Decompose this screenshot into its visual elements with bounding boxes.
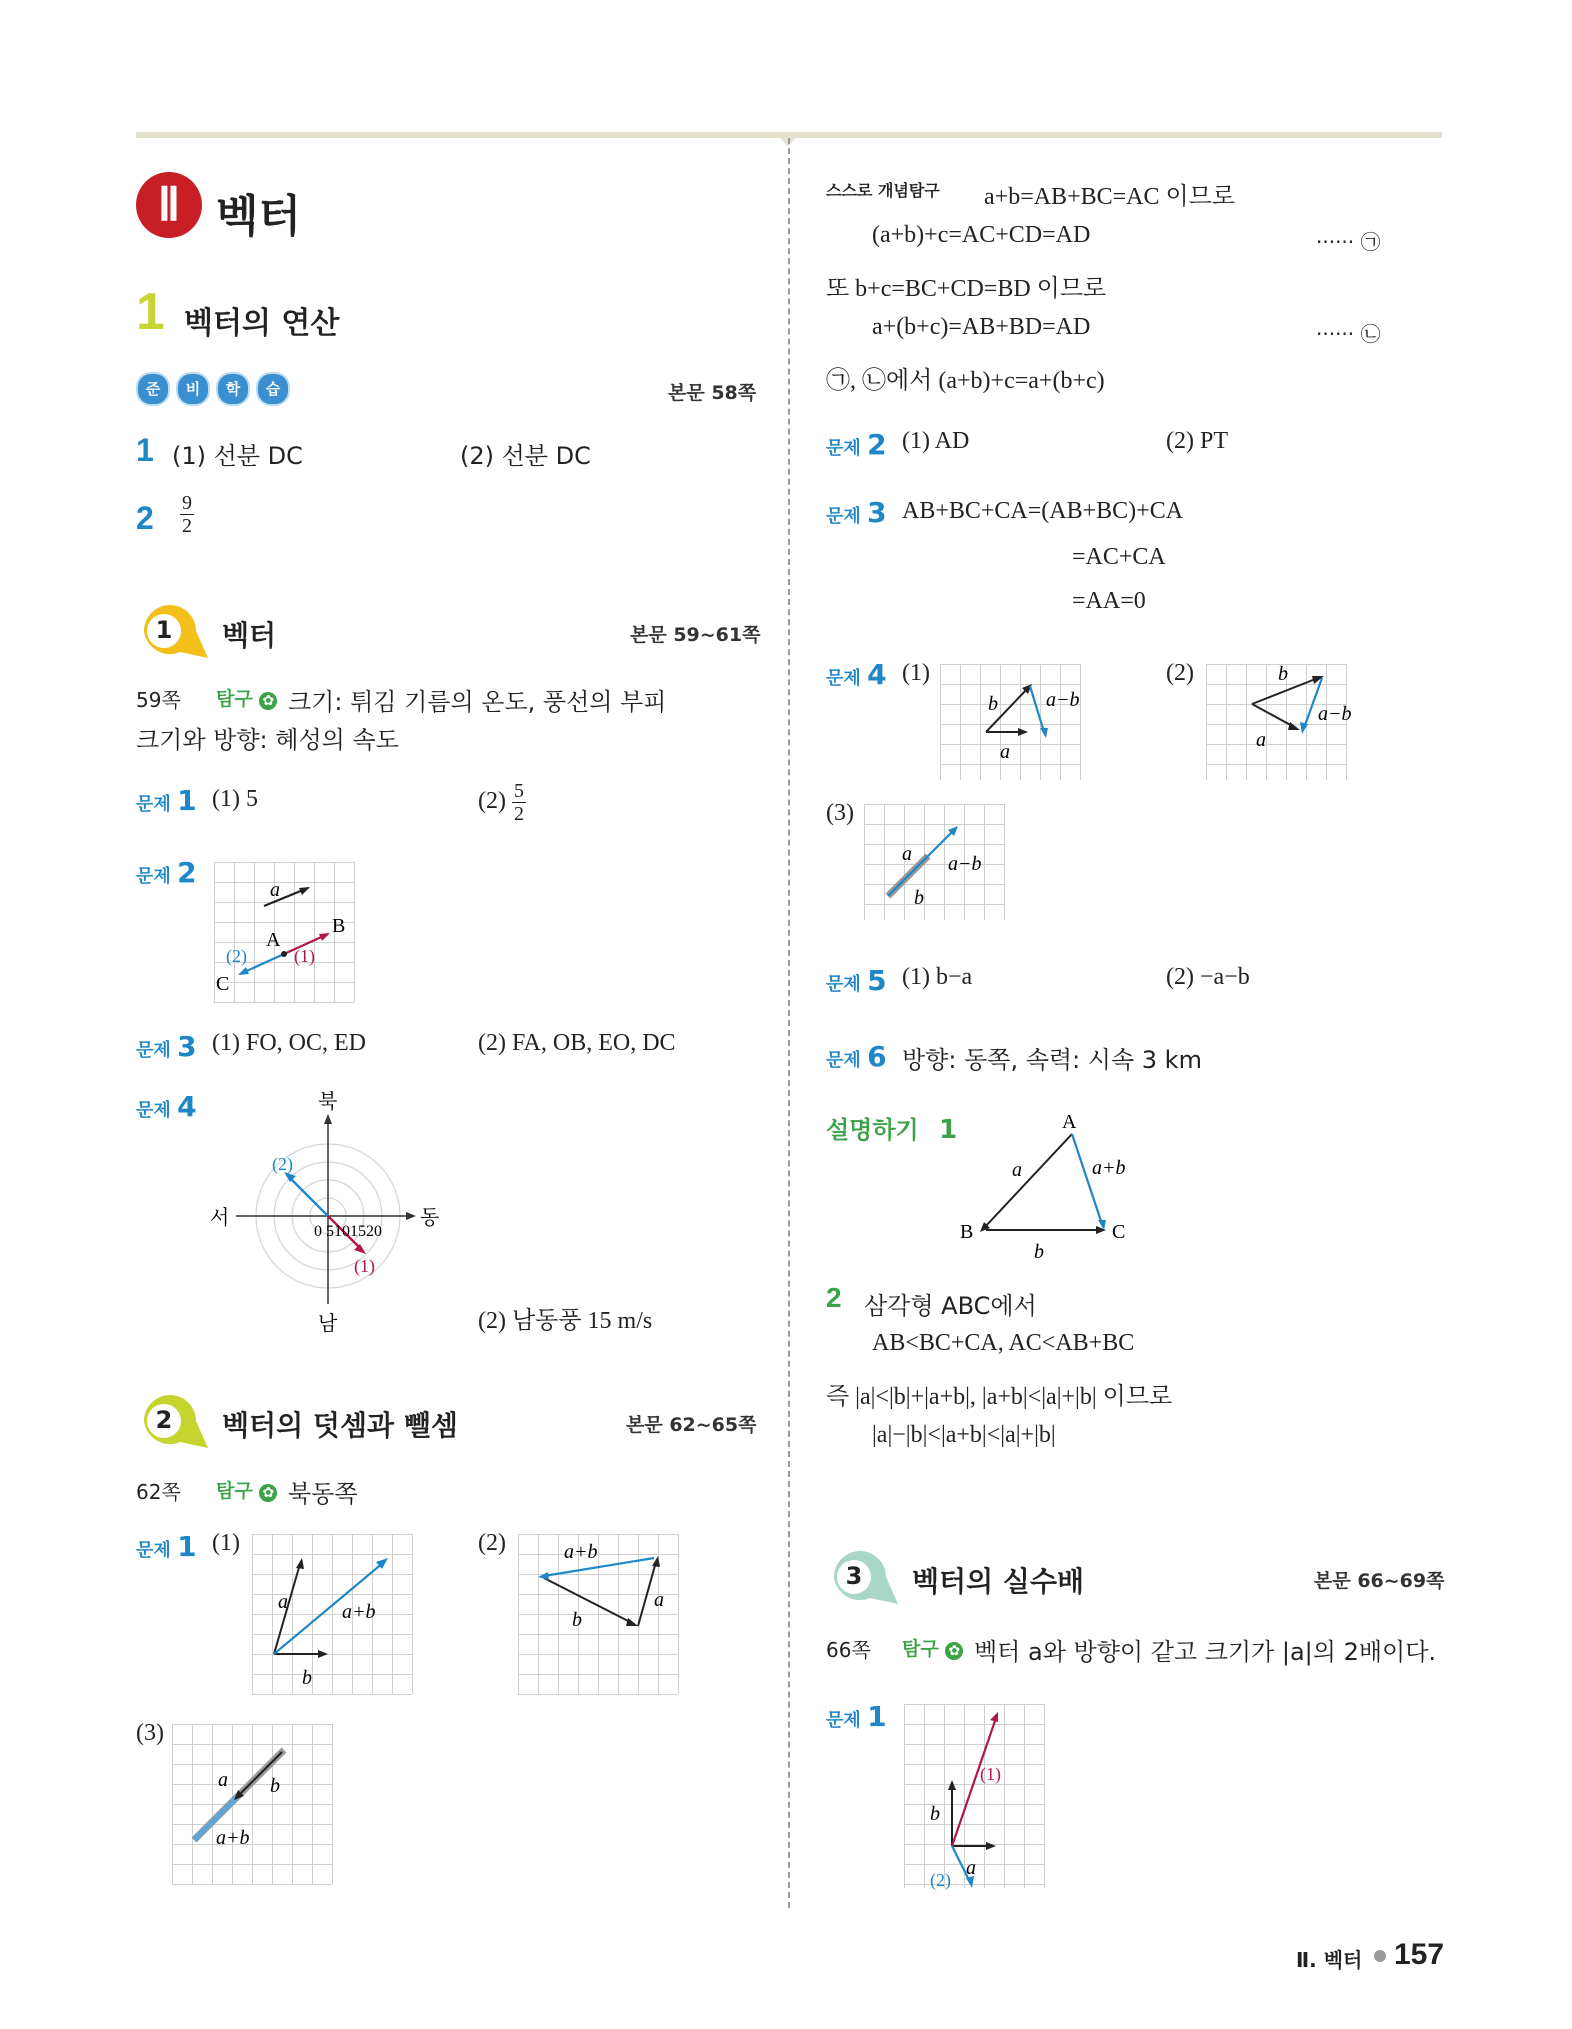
unit-number: 1 <box>136 283 165 341</box>
question-label: 문제 2 <box>136 856 197 889</box>
svg-text:B: B <box>332 915 346 937</box>
derivation-line-4: a+(b+c)=AB+BD=AD <box>872 314 1091 340</box>
self-explore-badge <box>826 178 940 201</box>
question-label: 문제 2 <box>826 428 887 461</box>
section-ref: 본문 66~69쪽 <box>1314 1570 1445 1592</box>
footer-dot-icon <box>1374 1950 1386 1962</box>
svg-text:a+b: a+b <box>216 1827 250 1849</box>
question-label: 문제 4 <box>136 1090 197 1123</box>
page-ref: 62쪽 <box>136 1480 181 1504</box>
prep-badge: 학 <box>216 372 250 406</box>
section-number: 3 <box>845 1562 863 1590</box>
explain-number: 1 <box>939 1115 958 1145</box>
explore-icon: ✿ <box>945 1642 963 1660</box>
explore-answer: 벡터 a와 방향이 같고 크기가 |a|의 2배이다. <box>974 1638 1437 1666</box>
question-label: 문제 5 <box>826 964 887 997</box>
explain-label: 설명하기 <box>826 1116 919 1144</box>
footer-section: Ⅱ. 벡터 <box>1296 1948 1363 1972</box>
right-q3-line-3: =AA=0 <box>1072 588 1146 614</box>
prep-answer-2 <box>180 492 194 537</box>
right-q3-line-1: AB+BC+CA=(AB+BC)+CA <box>902 498 1184 524</box>
derivation-line-5: ㉠, ㉡에서 (a+b)+c=a+(b+c) <box>826 368 1105 394</box>
svg-text:B: B <box>960 1221 974 1243</box>
svg-text:b: b <box>914 887 924 909</box>
explore-label <box>216 684 277 711</box>
svg-text:A: A <box>1062 1111 1077 1133</box>
explore-answer: 북동쪽 <box>288 1480 358 1508</box>
section-title: 벡터의 덧셈과 뺄셈 <box>222 1409 458 1442</box>
self-label: 스스로 개념탐구 <box>826 181 940 200</box>
frac-denominator: 2 <box>182 515 192 537</box>
svg-text:a: a <box>1000 741 1010 763</box>
figure-label-2: (2) <box>1166 660 1194 686</box>
vector-sum-figure-1 <box>252 1534 414 1696</box>
svg-text:a: a <box>1012 1159 1022 1181</box>
figure-label-3: (3) <box>826 800 854 826</box>
section-ref: 본문 59~61쪽 <box>630 624 761 646</box>
figure-label-3: (3) <box>136 1720 164 1746</box>
scalar-multiple-figure <box>904 1704 1046 1890</box>
question-label: 문제 3 <box>136 1030 197 1063</box>
page-number: 157 <box>1394 1938 1445 1971</box>
question-3-answer-2: (2) FA, OB, EO, DC <box>478 1030 676 1056</box>
svg-text:a: a <box>270 879 280 901</box>
right-q5-answer-2: (2) −a−b <box>1166 964 1250 990</box>
section-number: 1 <box>155 616 173 644</box>
section-title: 벡터의 실수배 <box>912 1565 1085 1598</box>
svg-text:(1): (1) <box>980 1764 1001 1784</box>
svg-text:a: a <box>654 1589 664 1611</box>
frac-numerator: 9 <box>182 492 192 514</box>
explore-answer: 크기: 튀김 기름의 온도, 풍선의 부피 <box>288 688 667 716</box>
explore-icon: ✿ <box>259 692 277 710</box>
svg-text:b: b <box>302 1667 312 1689</box>
west-label: 서 <box>210 1207 230 1229</box>
svg-text:A: A <box>266 929 281 951</box>
derivation-line-1: a+b=AB+BC=AC 이므로 <box>984 184 1236 210</box>
question-label: 문제 3 <box>826 496 887 529</box>
svg-text:a: a <box>966 1857 976 1879</box>
equation-mark-2: ······ ㉡ <box>1316 322 1381 346</box>
explain-2-line-2: AB<BC+CA, AC<AB+BC <box>872 1330 1135 1356</box>
svg-text:a: a <box>278 1591 288 1613</box>
south-label: 남 <box>318 1313 338 1335</box>
svg-text:a: a <box>1256 729 1266 751</box>
chapter-numeral-badge: Ⅱ <box>136 172 202 238</box>
svg-text:b: b <box>1034 1241 1044 1263</box>
prep-answer-1-2: (2) 선분 DC <box>460 442 591 470</box>
right-q5-answer-1: (1) b−a <box>902 964 973 990</box>
svg-text:(1): (1) <box>294 946 315 966</box>
prep-badge: 비 <box>176 372 210 406</box>
north-label: 북 <box>318 1091 338 1113</box>
section-number: 2 <box>155 1406 173 1434</box>
explain-number-2: 2 <box>826 1282 842 1313</box>
figure-label-1: (1) <box>212 1530 240 1556</box>
section-ref: 본문 62~65쪽 <box>626 1414 757 1436</box>
explain-2-line-3: 즉 |a|<|b|+|a+b|, |a+b|<|a|+|b| 이므로 <box>826 1384 1173 1410</box>
explain-2-line-4: |a|−|b|<|a+b|<|a|+|b| <box>872 1422 1056 1448</box>
svg-text:a+b: a+b <box>1092 1157 1126 1179</box>
svg-text:a−b: a−b <box>1318 703 1352 725</box>
triangle-figure <box>950 1110 1160 1263</box>
page-ref: 66쪽 <box>826 1638 871 1662</box>
explore-answer-2: 크기와 방향: 혜성의 속도 <box>136 726 399 754</box>
chapter-title: 벡터 <box>216 191 302 242</box>
svg-text:b: b <box>1278 663 1288 685</box>
unit-title: 벡터의 연산 <box>184 306 340 341</box>
derivation-line-2: (a+b)+c=AC+CD=AD <box>872 222 1091 248</box>
figure-label-2: (2) <box>478 1530 506 1556</box>
vector-sum-figure-2 <box>518 1534 680 1696</box>
prep-answer-number: 2 <box>136 500 154 536</box>
svg-text:C: C <box>1112 1221 1126 1243</box>
question-label: 문제 4 <box>826 658 887 691</box>
polar-wind-diagram <box>210 1091 450 1335</box>
prep-badges <box>136 372 290 406</box>
polar-label-1: (1) <box>354 1256 375 1276</box>
right-q6-answer: 방향: 동쪽, 속력: 시속 3 km <box>902 1046 1202 1074</box>
question-label: 문제 1 <box>826 1700 887 1733</box>
svg-text:(2): (2) <box>226 946 247 966</box>
explore-icon: ✿ <box>259 1484 277 1502</box>
right-q3-line-2: =AC+CA <box>1072 544 1166 570</box>
prep-badge: 준 <box>136 372 170 406</box>
vector-difference-figure-3 <box>864 804 1006 922</box>
svg-text:(2): (2) <box>930 1870 951 1890</box>
derivation-line-3: 또 b+c=BC+CD=BD 이므로 <box>826 276 1107 302</box>
explain-2-line-1: 삼각형 ABC에서 <box>864 1292 1037 1320</box>
svg-text:b: b <box>988 693 998 715</box>
explore-label: 탐구 ✿ <box>216 1476 277 1503</box>
vector-grid-figure <box>214 862 356 1004</box>
vector-difference-figure-1 <box>940 664 1082 782</box>
equation-mark-1: ······ ㉠ <box>1316 230 1381 254</box>
page-ref: 59쪽 <box>136 688 181 712</box>
column-divider <box>788 138 790 1908</box>
svg-text:b: b <box>930 1803 940 1825</box>
svg-text:a−b: a−b <box>1046 689 1080 711</box>
prep-answer-number: 1 <box>136 432 154 468</box>
explore-label: 탐구 ✿ <box>902 1634 963 1661</box>
question-label: 문제 1 <box>136 1530 197 1563</box>
right-q2-answer-1: (1) AD <box>902 428 970 454</box>
svg-text:a−b: a−b <box>948 853 982 875</box>
svg-text:a+b: a+b <box>342 1601 376 1623</box>
prep-answer-1-1: (1) 선분 DC <box>172 442 303 470</box>
explore-text: 탐구 <box>216 688 253 710</box>
svg-text:a+b: a+b <box>564 1541 598 1563</box>
question-1-answer-1: (1) 5 <box>212 786 258 812</box>
question-label: 문제 1 <box>136 784 197 817</box>
vector-difference-figure-2 <box>1206 663 1352 782</box>
explain-heading <box>826 1110 957 1145</box>
polar-label-2: (2) <box>272 1154 293 1174</box>
prep-ref: 본문 58쪽 <box>668 382 757 404</box>
section-title: 벡터 <box>222 619 277 652</box>
right-q2-answer-2: (2) PT <box>1166 428 1228 454</box>
svg-text:b: b <box>270 1775 280 1797</box>
figure-label-1: (1) <box>902 660 930 686</box>
svg-text:C: C <box>216 973 230 995</box>
vector-sum-figure-3 <box>172 1724 334 1886</box>
question-4-answer-2: (2) 남동풍 15 m/s <box>478 1308 653 1334</box>
tick-labels: 0 5101520 <box>314 1223 382 1240</box>
east-label: 동 <box>420 1207 440 1229</box>
question-1-answer-2: (2) $\frac{5}{2}$ <box>478 780 524 825</box>
svg-text:a: a <box>218 1769 228 1791</box>
question-label: 문제 6 <box>826 1040 887 1073</box>
svg-text:a: a <box>902 843 912 865</box>
question-3-answer-1: (1) FO, OC, ED <box>212 1030 366 1056</box>
svg-text:b: b <box>572 1609 582 1631</box>
prep-badge: 습 <box>256 372 290 406</box>
